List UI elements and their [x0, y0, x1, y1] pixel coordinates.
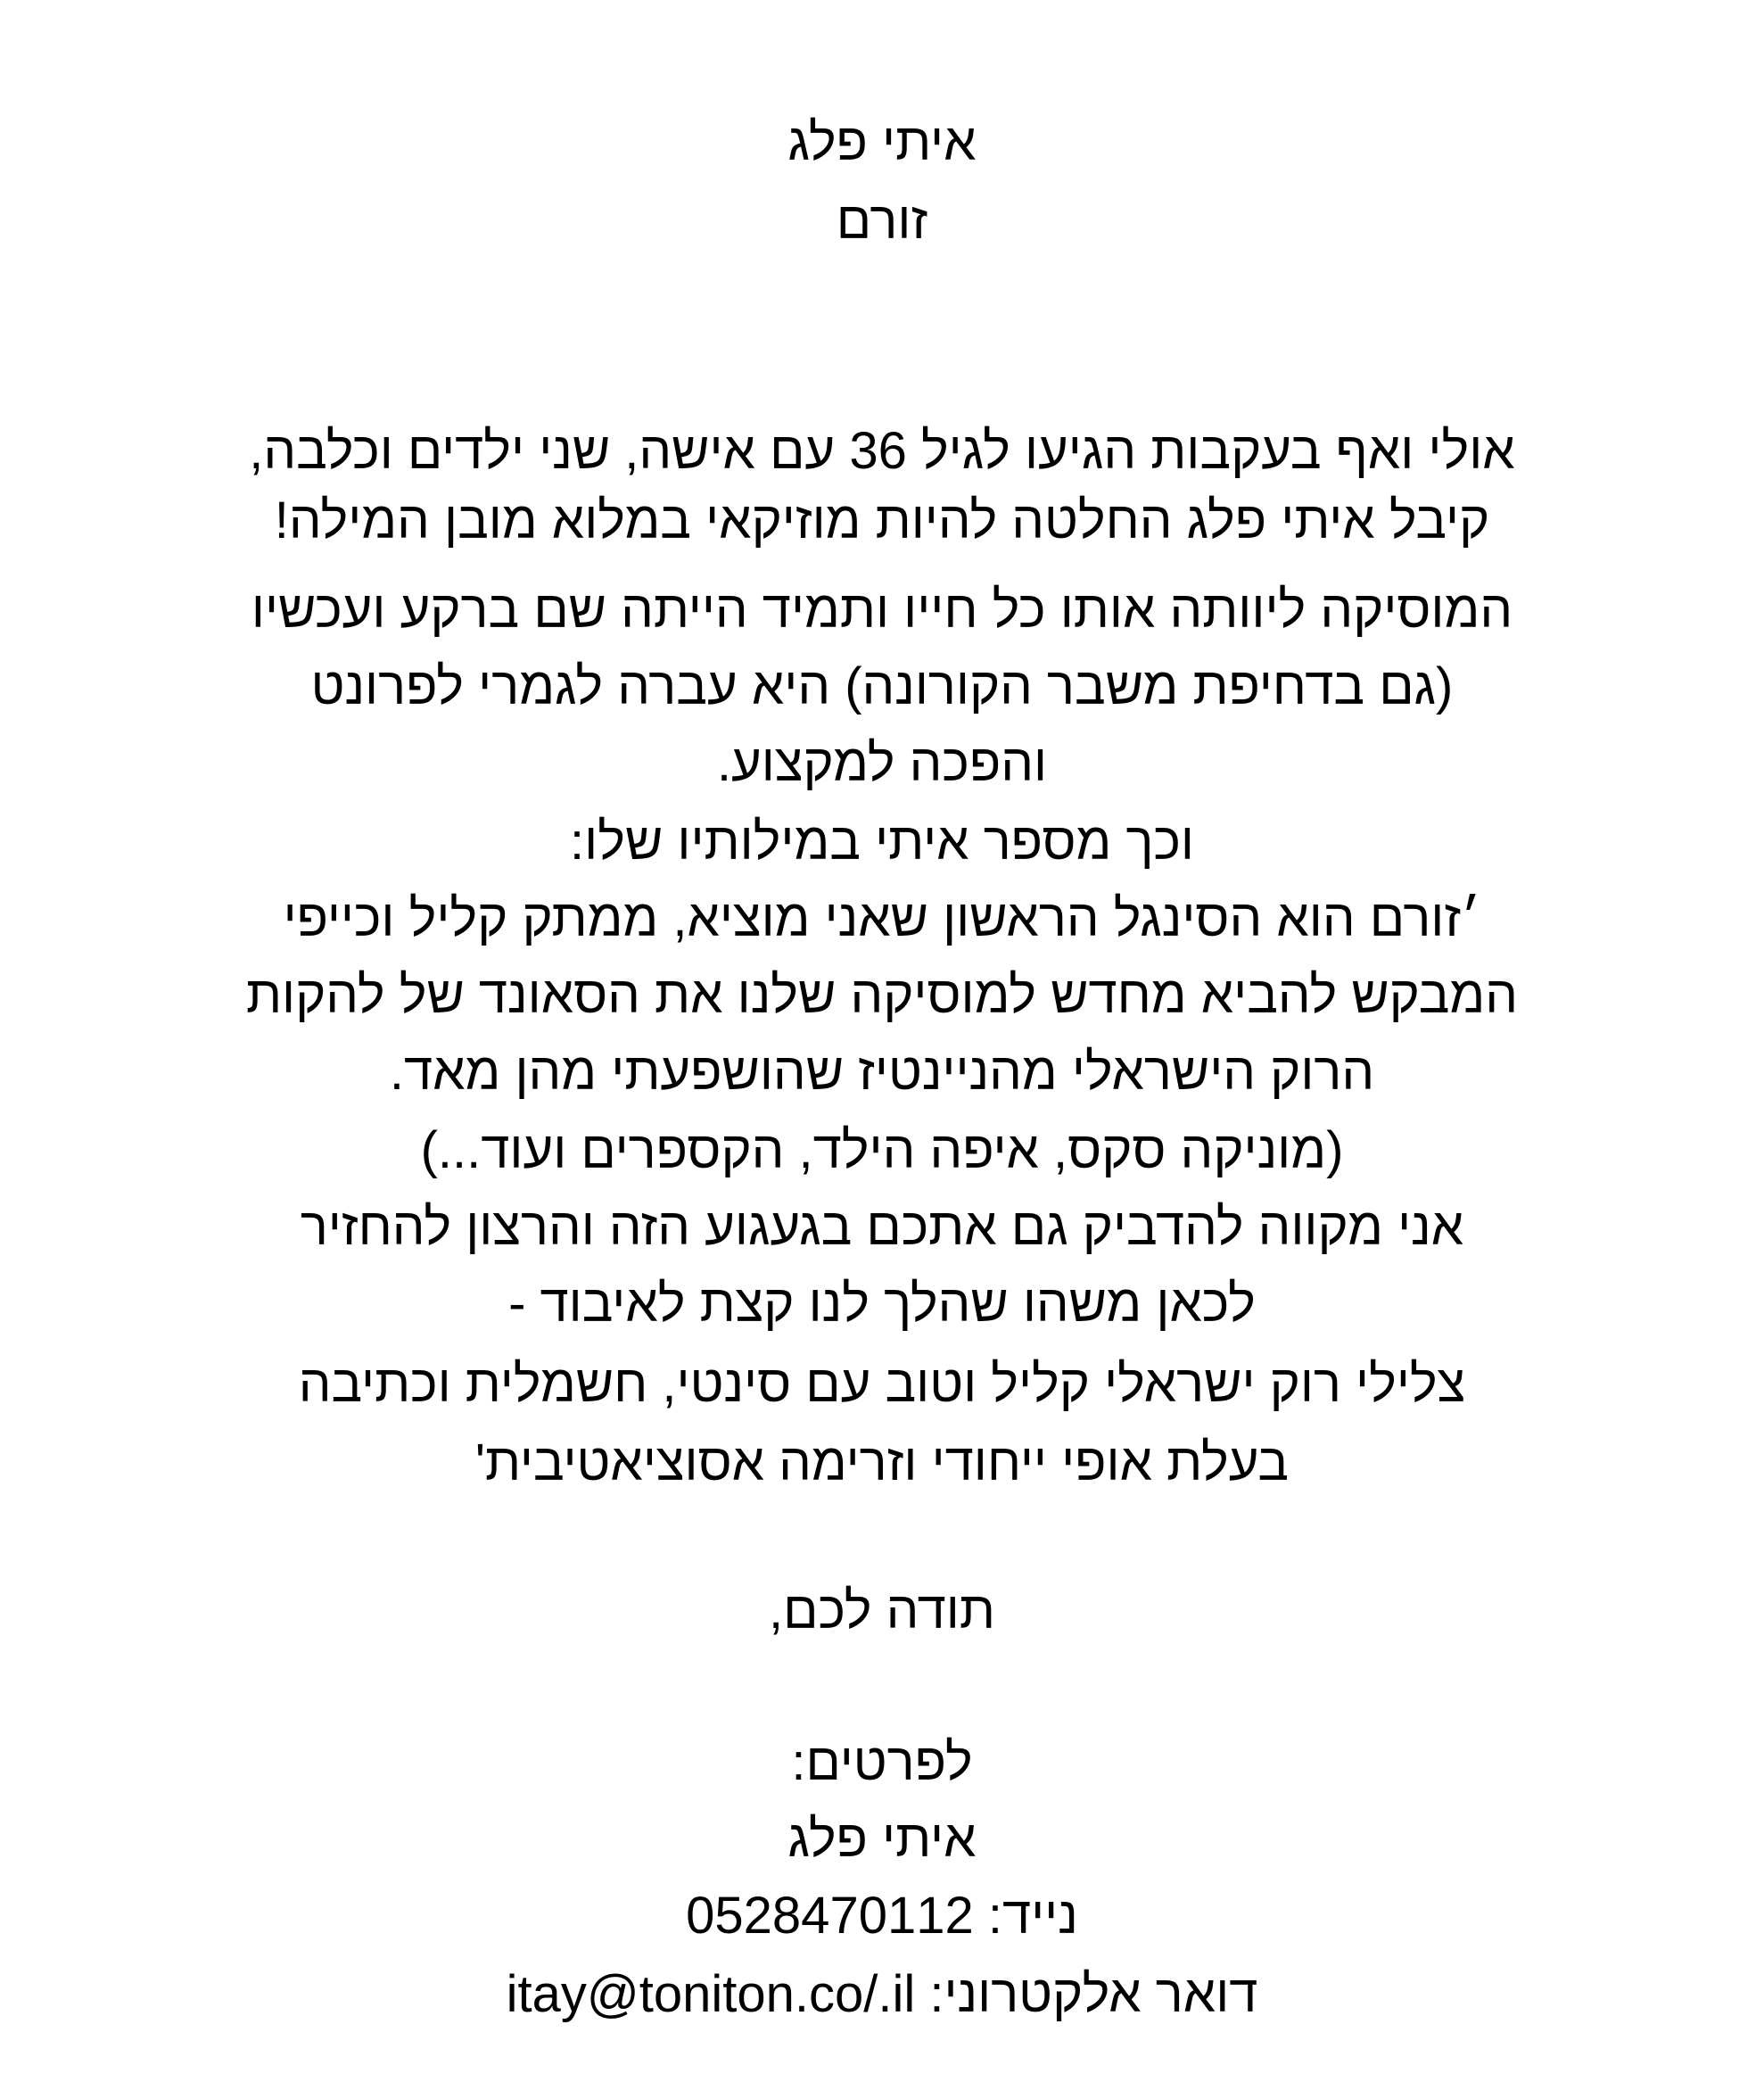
closing-thanks: תודה לכם, — [769, 1582, 995, 1640]
body-line-8: המבקש להביא מחדש למוסיקה שלנו את הסאונד של להקות — [245, 966, 1519, 1024]
body-line-5: והפכה למקצוע. — [716, 734, 1048, 792]
body-line-12: לכאן משהו שהלך לנו קצת לאיבוד - — [508, 1275, 1256, 1333]
body-line-10: (מוניקה סקס, איפה הילד, הקספרים ועוד...) — [420, 1121, 1344, 1179]
song-title: זורם — [836, 192, 928, 250]
contact-email-row — [0, 1959, 1764, 2030]
body-line-1: אולי ואף בעקבות הגיעו לגיל 36 עם אישה, שני ילדים וכלבה, — [249, 422, 1515, 480]
body-line-6: וכך מספר איתי במילותיו שלו: — [570, 813, 1194, 871]
body-line-11: אני מקווה להדביק גם אתכם בגעגוע הזה והרצון להחזיר — [300, 1198, 1464, 1256]
contact-heading: לפרטים: — [791, 1733, 973, 1791]
body-line-4: (גם בדחיפת משבר הקורונה) היא עברה לגמרי לפרונט — [310, 657, 1454, 715]
body-line-13: צלילי רוק ישראלי קליל וטוב עם סינטי, חשמלית וכתיבה — [298, 1355, 1466, 1413]
phone-label: נייד: — [987, 1887, 1078, 1945]
phone-number[interactable]: 0528470112 — [686, 1887, 974, 1945]
body-line-2: קיבל איתי פלג החלטה להיות מוזיקאי במלוא מובן המילה! — [274, 492, 1490, 549]
email-address[interactable]: itay@toniton.co/.il — [506, 1965, 916, 2023]
body-line-3: המוסיקה ליוותה אותו כל חייו ותמיד הייתה שם ברקע ועכשיו — [251, 581, 1513, 639]
body-line-7: ׳זורם הוא הסינגל הראשון שאני מוציא, ממתק קליל וכייפי — [283, 889, 1481, 947]
contact-name: איתי פלג — [787, 1810, 977, 1868]
email-label: דואר אלקטרוני: — [929, 1965, 1258, 2023]
body-line-14: בעלת אופי ייחודי וזרימה אסוציאטיבית' — [474, 1433, 1290, 1491]
contact-phone-row — [0, 1880, 1764, 1952]
artist-name: איתי פלג — [787, 113, 977, 171]
body-line-9: הרוק הישראלי מהניינטיז שהושפעתי מהן מאד. — [389, 1043, 1375, 1101]
